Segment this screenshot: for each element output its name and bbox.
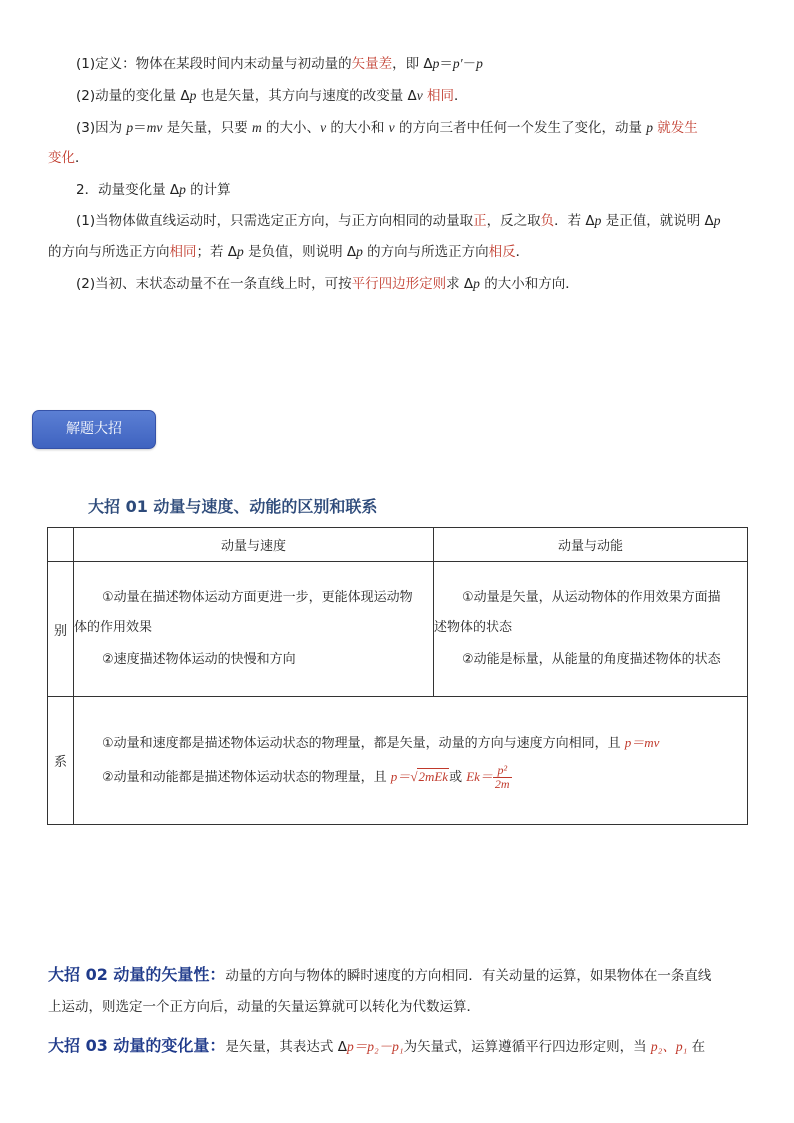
calc-line-1-cont: 的方向与所选正方向相同；若 Δp 是负值，则说明 Δp 的方向与所选正方向相反． (48, 244, 530, 260)
solution-tips-badge: 解题大招 (32, 410, 156, 449)
table-row-difference (48, 562, 748, 697)
red-term: 变化 (48, 150, 75, 166)
fraction-p2-over-2m: $\frac{\text{p²}}{2m}$ (494, 762, 510, 791)
header-momentum-velocity: 动量与速度 (74, 528, 434, 562)
calc-line-1: (1)当物体做直线运动时，只需选定正方向，与正方向相同的动量取正，反之取负．若 Δp 是正值，就说明 Δp (76, 213, 721, 229)
def-line-2: (2)动量的变化量 Δp 也是矢量，其方向与速度的改变量 Δv 相同． (76, 88, 468, 104)
def-line-3: (3)因为 p＝mv 是矢量，只要 m 的大小、v 的大小和 v 的方向三者中任何一个发生了变化，动量 p 就发生 (76, 120, 698, 136)
def-line-1: (1)定义：物体在某段时间内末动量与初动量的矢量差，即 Δp＝p′－p (76, 56, 483, 72)
tip-02-line-1: 大招 02 动量的矢量性：动量的方向与物体的瞬时速度的方向相同．有关动量的运算，如果物体在一条直线 (48, 965, 712, 984)
red-term: 就发生 (653, 120, 698, 136)
row-label-difference: 别 (48, 562, 74, 697)
tip-03-line-1: 大招 03 动量的变化量：是矢量，其表达式 Δp＝p₂－p₁为矢量式，运算遵循平行四边形定则，当 p₂、p₁ 在 (48, 1036, 706, 1055)
red-term: 相同 (422, 88, 455, 104)
row-label-relation: 系 (48, 697, 74, 825)
comparison-table (47, 527, 748, 825)
tip-02-line-2: 上运动，则选定一个正方向后，动量的矢量运算就可以转化为代数运算． (48, 999, 480, 1015)
cell-relation: ①动量和速度都是描述物体运动状态的物理量，都是矢量，动量的方向与速度方向相同，且 p＝mv ②动量和动能都是描述物体运动状态的物理量，且 p＝√2mEk或 Ek＝ $\frac{\text{p²}}{2m}$ (74, 697, 748, 825)
header-momentum-kinetic: 动量与动能 (434, 528, 748, 562)
cell-momentum-velocity: ①动量在描述物体运动方面更进一步，更能体现运动物 体的作用效果 ②速度描述物体运动的快慢和方向 (74, 562, 434, 697)
cell-momentum-kinetic: ①动量是矢量，从运动物体的作用效果方面描 述物体的状态 ②动能是标量，从能量的角度描述物体的状态 (434, 562, 748, 697)
subheading-2: 2．动量变化量 Δp 的计算 (76, 182, 231, 198)
calc-line-2: (2)当初、末状态动量不在一条直线上时，可按平行四边形定则求 Δp 的大小和方向． (76, 276, 579, 292)
section-title: 大招 01 动量与速度、动能的区别和联系 (88, 497, 378, 516)
def-line-3-cont: 变化． (48, 150, 89, 166)
red-term: 矢量差 (351, 56, 393, 72)
table-header-row (48, 528, 748, 562)
table-row-relation (48, 697, 748, 825)
corner-cell (48, 528, 74, 562)
sqrt-expression: √2mEk (410, 768, 449, 784)
tip-03-heading: 大招 03 动量的变化量： (48, 1036, 226, 1055)
tip-02-heading: 大招 02 动量的矢量性： (48, 965, 226, 984)
